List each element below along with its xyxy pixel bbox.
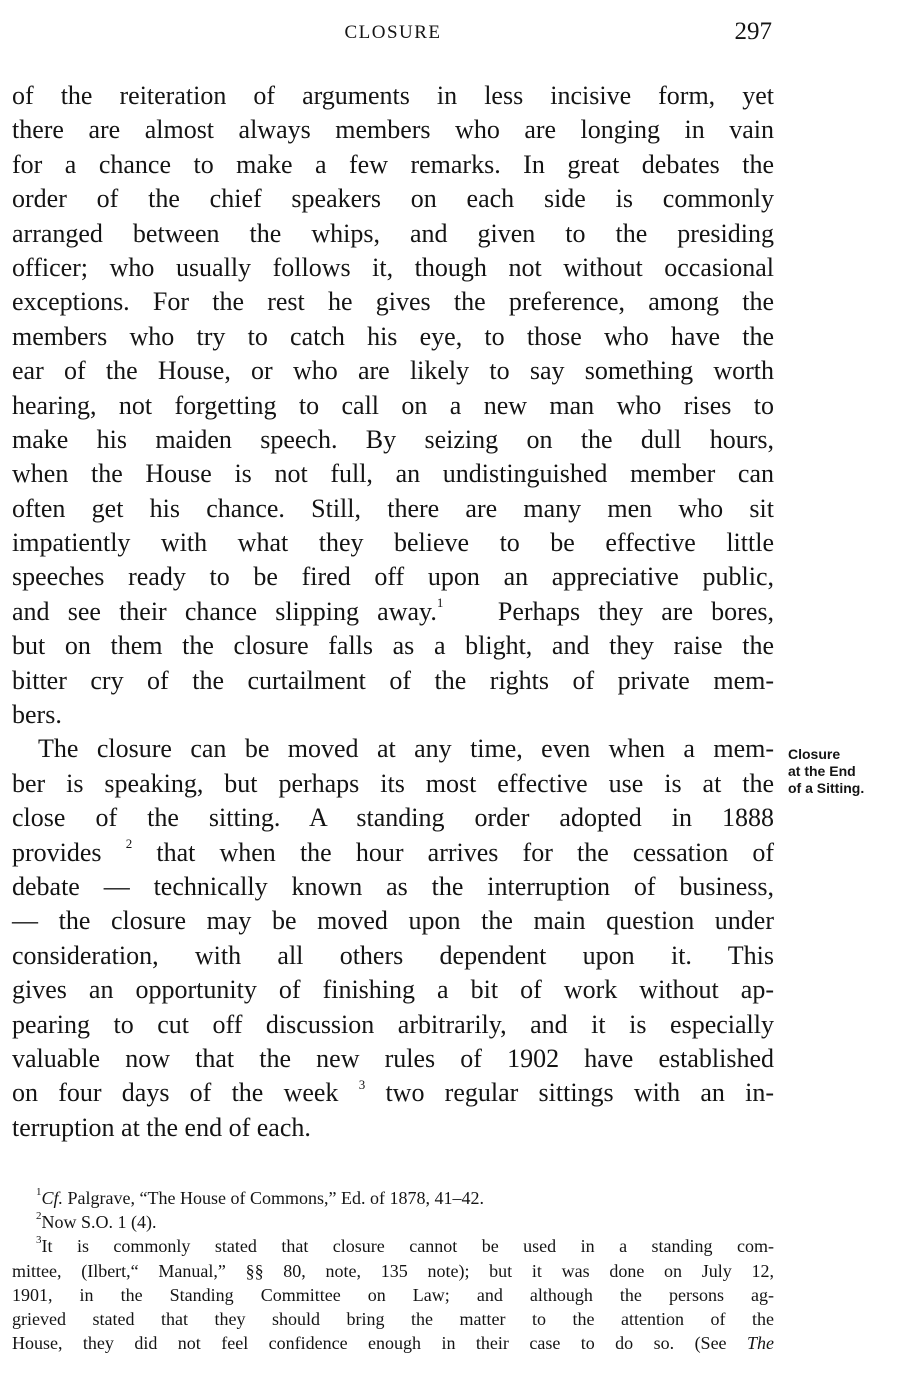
footnote-text: It is commonly stated that closure cannot be used in a standing com- bbox=[41, 1236, 774, 1257]
sidenote-line: of a Sitting. bbox=[788, 780, 865, 796]
sidenote-line: at the End bbox=[788, 763, 856, 779]
text-segment: that when the hour arrives for the cessation of bbox=[156, 837, 775, 867]
text-line: close of the sitting. A standing order adopted in 1888 bbox=[12, 803, 774, 833]
footnote-ref-1[interactable]: 1 bbox=[436, 595, 444, 611]
text-segment: two regular sittings with an in- bbox=[385, 1078, 775, 1108]
text-line: ber is speaking, but perhaps its most effective use is at the bbox=[12, 768, 774, 798]
text-line: speeches ready to be fired off upon an appreciative public, bbox=[12, 562, 774, 592]
text-segment: and see their chance slipping away. bbox=[12, 596, 437, 626]
footnote-3-line bbox=[12, 1331, 774, 1355]
sidenote-line: Closure bbox=[788, 746, 841, 762]
body-text bbox=[12, 79, 774, 1145]
footnote-2 bbox=[12, 1210, 774, 1234]
text-line: often get his chance. Still, there are many men who sit bbox=[12, 493, 774, 523]
footnote-3-line: grieved stated that they should bring the matter to the attention of the bbox=[12, 1308, 774, 1329]
margin-sidenote bbox=[788, 746, 918, 797]
text-line: for a chance to make a few remarks. In great debates the bbox=[12, 149, 774, 179]
footnote-marker: 3 bbox=[36, 1234, 42, 1247]
text-line: but on them the closure falls as a blight, and they raise the bbox=[12, 631, 774, 661]
text-line: of the reiteration of arguments in less incisive form, yet bbox=[12, 81, 774, 110]
text-line: bers. bbox=[12, 700, 62, 730]
text-line: gives an opportunity of finishing a bit of work without ap- bbox=[12, 975, 774, 1005]
text-line bbox=[12, 836, 774, 870]
text-line: make his maiden speech. By seizing on the dull hours, bbox=[12, 424, 774, 454]
text-line: ear of the House, or who are likely to say something worth bbox=[12, 356, 774, 386]
text-segment: Perhaps they are bores, bbox=[497, 596, 774, 626]
footnote-3-line: 1901, in the Standing Committee on Law; and although the persons ag- bbox=[12, 1284, 774, 1305]
footnote-1 bbox=[12, 1186, 774, 1210]
text-line: order of the chief speakers on each side is commonly bbox=[12, 184, 774, 214]
footnote-ref-2[interactable]: 2 bbox=[125, 835, 133, 851]
footnote-text: Palgrave, “The House of Commons,” Ed. of 1878, 41–42. bbox=[63, 1188, 484, 1208]
footnote-ref-3[interactable]: 3 bbox=[358, 1076, 366, 1092]
footnote-marker: 1 bbox=[36, 1186, 42, 1198]
footnote-marker: 2 bbox=[36, 1210, 42, 1223]
text-line: debate — technically known as the interruption of business, bbox=[12, 871, 774, 901]
text-line: when the House is not full, an undistinguished member can bbox=[12, 459, 774, 489]
footnote-text: Now S.O. 1 (4). bbox=[41, 1212, 157, 1233]
footnote-cf: Cf. bbox=[41, 1188, 64, 1208]
text-line: hearing, not forgetting to call on a new man who rises to bbox=[12, 390, 774, 420]
text-line: there are almost always members who are longing in vain bbox=[12, 115, 774, 145]
footnotes bbox=[12, 1186, 774, 1355]
text-line: pearing to cut off discussion arbitrarily, and it is especially bbox=[12, 1009, 774, 1039]
page-number: 297 bbox=[734, 18, 772, 45]
text-line: impatiently with what they believe to be effective little bbox=[12, 528, 774, 558]
text-line bbox=[12, 595, 774, 629]
footnote-text: House, they did not feel confidence enough in their case to do so. (See bbox=[12, 1333, 747, 1354]
text-line: — the closure may be moved upon the main question under bbox=[12, 906, 774, 936]
text-segment: on four days of the week bbox=[12, 1078, 339, 1108]
text-line: officer; who usually follows it, though not without occasional bbox=[12, 252, 774, 282]
text-line: exceptions. For the rest he gives the preference, among the bbox=[12, 287, 774, 317]
footnote-3 bbox=[12, 1234, 774, 1258]
text-line: bitter cry of the curtailment of the rights of private mem- bbox=[12, 665, 774, 695]
text-line: arranged between the whips, and given to the presiding bbox=[12, 218, 774, 248]
text-line bbox=[12, 1076, 774, 1110]
text-line: terruption at the end of each. bbox=[12, 1112, 311, 1142]
running-head bbox=[12, 18, 774, 50]
text-line: valuable now that the new rules of 1902 have established bbox=[12, 1043, 774, 1073]
footnote-italic: The bbox=[747, 1333, 774, 1354]
running-title: CLOSURE bbox=[344, 22, 442, 43]
text-line: consideration, with all others dependent upon it. This bbox=[12, 940, 774, 970]
text-segment: provides bbox=[12, 837, 102, 867]
text-line: members who try to catch his eye, to those who have the bbox=[12, 321, 774, 351]
footnote-3-line: mittee, (Ilbert,“ Manual,” §§ 80, note, 135 note); but it was done on July 12, bbox=[12, 1260, 774, 1281]
text-line: The closure can be moved at any time, even when a mem- bbox=[38, 734, 774, 764]
